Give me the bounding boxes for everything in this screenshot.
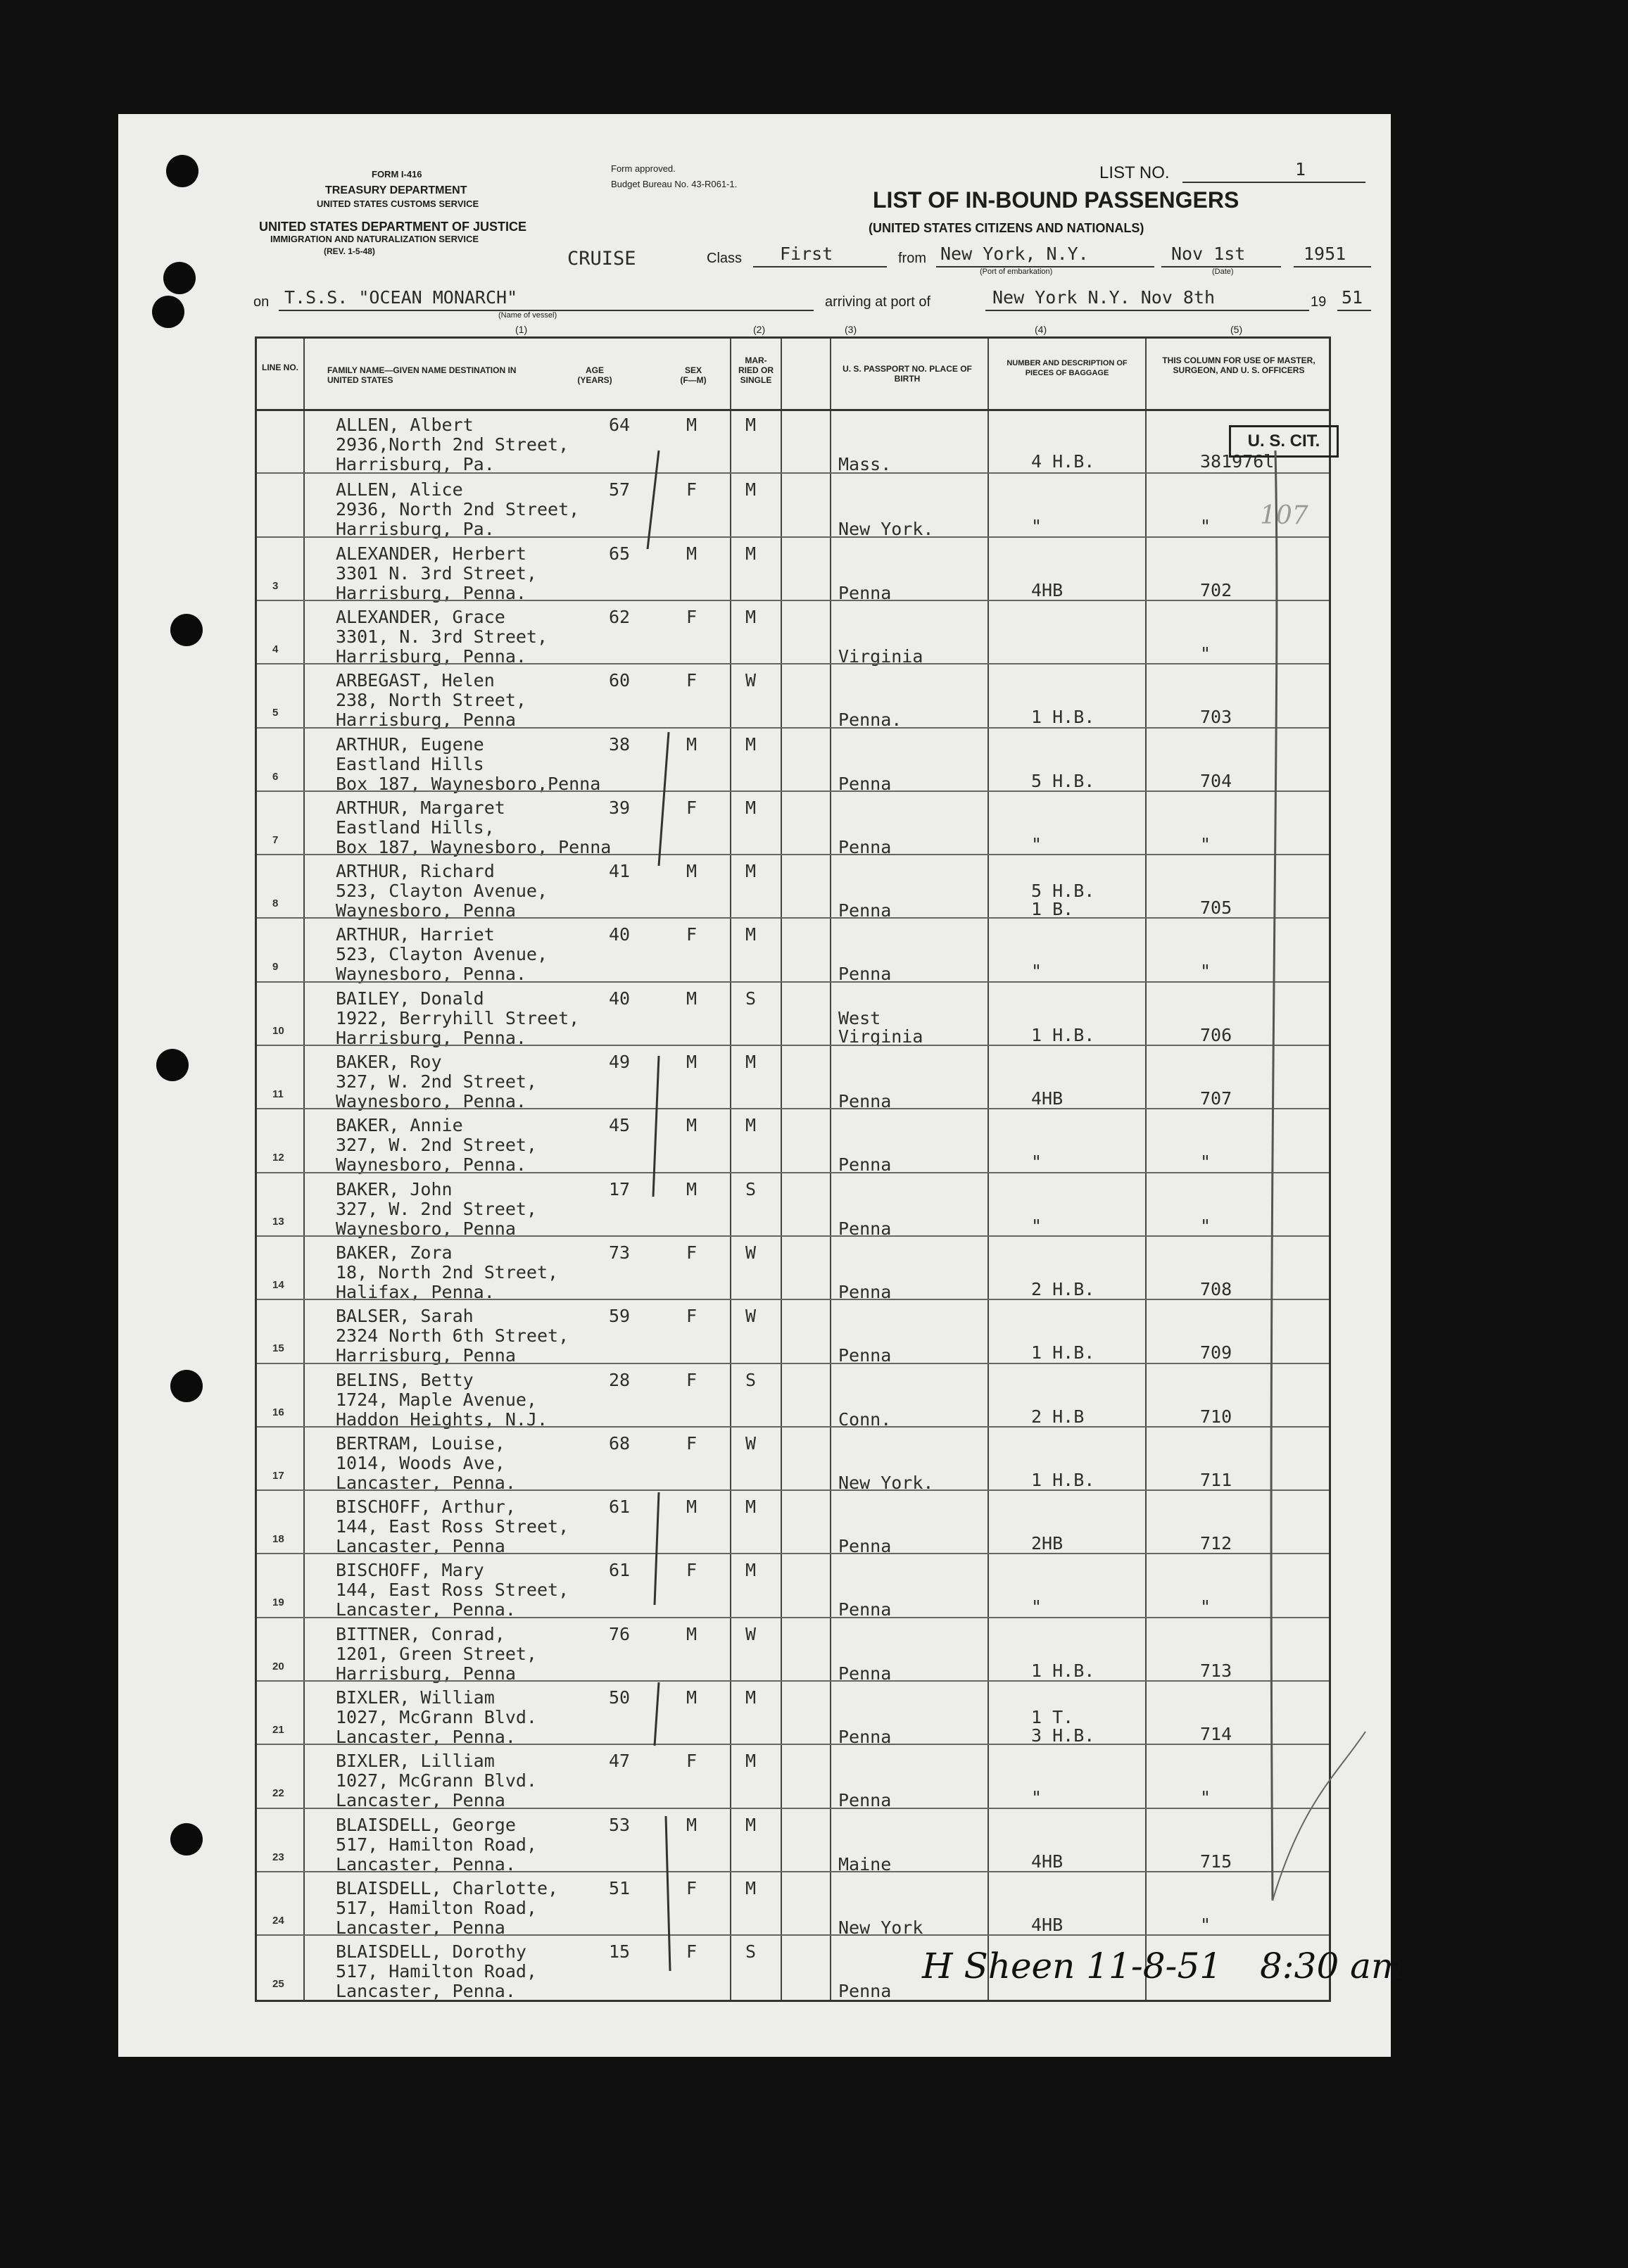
officer-number: " bbox=[1200, 516, 1211, 537]
address-line-2: Haddon Heights, N.J. bbox=[336, 1409, 548, 1430]
sex: F bbox=[686, 924, 698, 945]
us-citizen-stamp: U. S. CIT. bbox=[1229, 425, 1339, 458]
place-of-birth: Maine bbox=[838, 1853, 892, 1875]
sex: M bbox=[686, 1178, 698, 1199]
date-value: Nov 1st bbox=[1171, 244, 1246, 264]
year-value: 1951 bbox=[1304, 244, 1346, 264]
baggage: 4HB bbox=[1031, 1088, 1064, 1109]
line-number: 5 bbox=[272, 707, 279, 719]
place-of-birth: Penna bbox=[838, 1218, 892, 1239]
sex: F bbox=[686, 797, 698, 818]
passenger-name: BLAISDELL, George bbox=[336, 1814, 516, 1835]
place-of-birth: Mass. bbox=[838, 454, 892, 474]
marital-status: M bbox=[745, 606, 757, 627]
margin-number: 107 bbox=[1260, 501, 1308, 530]
address-line-1: 18, North 2nd Street, bbox=[336, 1261, 559, 1283]
page-title: LIST OF IN-BOUND PASSENGERS bbox=[873, 187, 1239, 213]
address-line-1: 2936, North 2nd Street, bbox=[336, 499, 580, 520]
passenger-name: BERTRAM, Louise, bbox=[336, 1432, 505, 1454]
address-line-1: 327, W. 2nd Street, bbox=[336, 1135, 537, 1156]
passenger-name: ALEXANDER, Herbert bbox=[336, 543, 526, 564]
officer-number: 710 bbox=[1200, 1406, 1232, 1427]
sex: F bbox=[686, 1432, 698, 1454]
colnum-4: (4) bbox=[1035, 324, 1047, 335]
sex: F bbox=[686, 606, 698, 627]
inspector-signature: H Sheen 11-8-51 bbox=[922, 1946, 1223, 1986]
baggage: 5 H.B. bbox=[1031, 770, 1095, 791]
address-line-1: 1922, Berryhill Street, bbox=[336, 1007, 580, 1028]
place-of-birth: Penna bbox=[838, 900, 892, 921]
marital-status: W bbox=[745, 1306, 757, 1327]
officer-number: 713 bbox=[1200, 1660, 1232, 1681]
officer-number: 714 bbox=[1200, 1724, 1232, 1744]
officer-number: 381976l bbox=[1200, 451, 1275, 472]
inspection-time: 8:30 am bbox=[1260, 1946, 1405, 1986]
address-line-1: 517, Hamilton Road, bbox=[336, 1961, 537, 1982]
sex: M bbox=[686, 1814, 698, 1835]
col-header-officers: THIS COLUMN FOR USE OF MASTER, SURGEON, AND U. S. OFFICERS bbox=[1162, 355, 1315, 375]
officer-number: 708 bbox=[1200, 1278, 1232, 1299]
sex: M bbox=[686, 861, 698, 882]
address-line-2: Harrisburg, Penna bbox=[336, 1663, 516, 1684]
place-of-birth: New York. bbox=[838, 1472, 934, 1493]
passenger-name: ARTHUR, Richard bbox=[336, 861, 495, 882]
marital-status: S bbox=[745, 1369, 757, 1390]
arriving-value: New York N.Y. Nov 8th bbox=[992, 287, 1216, 308]
sex: F bbox=[686, 1877, 698, 1898]
officer-number: " bbox=[1200, 1787, 1211, 1808]
baggage: 4HB bbox=[1031, 579, 1064, 600]
officer-number: 707 bbox=[1200, 1088, 1232, 1109]
address-line-1: 327, W. 2nd Street, bbox=[336, 1198, 537, 1219]
sex: M bbox=[686, 1623, 698, 1644]
place-of-birth: Penna bbox=[838, 1663, 892, 1684]
age: 64 bbox=[609, 415, 631, 435]
officer-number: 712 bbox=[1200, 1533, 1232, 1554]
age: 76 bbox=[609, 1623, 631, 1644]
marital-status: M bbox=[745, 1115, 757, 1136]
age: 61 bbox=[609, 1560, 631, 1581]
passenger-name: ALLEN, Alice bbox=[336, 479, 463, 500]
sex: F bbox=[686, 479, 698, 500]
passenger-name: ARTHUR, Harriet bbox=[336, 924, 495, 945]
officer-number: " bbox=[1200, 1152, 1211, 1173]
from-label: from bbox=[898, 251, 926, 266]
marital-status: M bbox=[745, 1814, 757, 1835]
address-line-2: Waynesboro, Penna. bbox=[336, 1154, 526, 1176]
address-line-1: 517, Hamilton Road, bbox=[336, 1834, 537, 1855]
passenger-name: BIXLER, Lilliam bbox=[336, 1751, 495, 1772]
address-line-1: 1724, Maple Avenue, bbox=[336, 1389, 537, 1410]
officer-number: 709 bbox=[1200, 1342, 1232, 1363]
baggage: 5 H.B. bbox=[1031, 881, 1095, 902]
marital-status: W bbox=[745, 1623, 757, 1644]
col-header-passport: U. S. PASSPORT NO. PLACE OF BIRTH bbox=[843, 364, 972, 384]
address-line-1: 144, East Ross Street, bbox=[336, 1580, 569, 1601]
officer-number: 704 bbox=[1200, 770, 1232, 791]
sex: F bbox=[686, 1941, 698, 1963]
marital-status: M bbox=[745, 1877, 757, 1898]
baggage: 1 T. bbox=[1031, 1707, 1074, 1727]
address-line-2: Box 187, Waynesboro, Penna bbox=[336, 836, 612, 857]
address-line-1: 3301, N. 3rd Street, bbox=[336, 626, 548, 647]
sex: F bbox=[686, 1306, 698, 1327]
address-line-2: Harrisburg, Penna bbox=[336, 710, 516, 731]
passenger-name: ARTHUR, Margaret bbox=[336, 797, 505, 818]
passenger-name: ALEXANDER, Grace bbox=[336, 606, 505, 627]
vessel-caption: (Name of vessel) bbox=[498, 311, 557, 320]
marital-status: W bbox=[745, 1242, 757, 1263]
marital-status: M bbox=[745, 797, 757, 818]
sex: M bbox=[686, 415, 698, 435]
place-of-birth: Penna bbox=[838, 1727, 892, 1747]
address-line-2: Lancaster, Penna. bbox=[336, 1472, 516, 1493]
address-line-2: Lancaster, Penna bbox=[336, 1790, 505, 1811]
place-of-birth: Penna bbox=[838, 1091, 892, 1111]
baggage: 2HB bbox=[1031, 1533, 1064, 1554]
address-line-1: Eastland Hills bbox=[336, 753, 484, 774]
address-line-2: Waynesboro, Penna bbox=[336, 900, 516, 921]
line-number: 6 bbox=[272, 770, 279, 783]
place-of-birth: West bbox=[838, 1007, 881, 1028]
address-line-1: Eastland Hills, bbox=[336, 817, 495, 838]
address-line-1: 1027, McGrann Blvd. bbox=[336, 1707, 537, 1727]
address-line-1: 523, Clayton Avenue, bbox=[336, 944, 548, 965]
passenger-name: BISCHOFF, Arthur, bbox=[336, 1497, 516, 1518]
address-line-2: Box 187, Waynesboro,Penna bbox=[336, 773, 601, 794]
line-number: 12 bbox=[272, 1152, 284, 1164]
place-of-birth: Penna bbox=[838, 582, 892, 603]
baggage: " bbox=[1031, 516, 1042, 537]
marital-status: M bbox=[745, 543, 757, 564]
place-of-birth: New York bbox=[838, 1917, 923, 1938]
baggage: " bbox=[1031, 1152, 1042, 1173]
passenger-name: BISCHOFF, Mary bbox=[336, 1560, 484, 1581]
line-number: 15 bbox=[272, 1342, 284, 1355]
passenger-name: BLAISDELL, Dorothy bbox=[336, 1941, 526, 1963]
sex: M bbox=[686, 1497, 698, 1518]
line-number: 18 bbox=[272, 1533, 284, 1546]
date-caption: (Date) bbox=[1212, 267, 1234, 276]
sex: M bbox=[686, 1052, 698, 1072]
port-embark-caption: (Port of embarkation) bbox=[980, 267, 1053, 276]
sex: F bbox=[686, 1242, 698, 1263]
address-line-2: Harrisburg, Penna. bbox=[336, 1027, 526, 1048]
address-line-1: 523, Clayton Avenue, bbox=[336, 881, 548, 902]
line-number: 9 bbox=[272, 961, 279, 974]
marital-status: M bbox=[745, 1497, 757, 1518]
address-line-2: Halifax, Penna. bbox=[336, 1281, 495, 1302]
age: 17 bbox=[609, 1178, 631, 1199]
age: 53 bbox=[609, 1814, 631, 1835]
sex: F bbox=[686, 670, 698, 691]
line-number: 17 bbox=[272, 1469, 284, 1482]
line-number: 8 bbox=[272, 897, 279, 910]
officer-number: " bbox=[1200, 961, 1211, 982]
place-of-birth: Penna bbox=[838, 1154, 892, 1176]
baggage-line-2: 1 B. bbox=[1031, 899, 1074, 920]
address-line-1: 2936,North 2nd Street, bbox=[336, 434, 569, 455]
line-number: 10 bbox=[272, 1024, 284, 1037]
officer-number: " bbox=[1200, 1914, 1211, 1935]
passenger-name: ARBEGAST, Helen bbox=[336, 670, 495, 691]
line-number: 7 bbox=[272, 833, 279, 846]
address-line-2: Waynesboro, Penna. bbox=[336, 1091, 526, 1111]
age: 73 bbox=[609, 1242, 631, 1263]
line-number: 16 bbox=[272, 1406, 284, 1418]
officer-number: 702 bbox=[1200, 579, 1232, 600]
baggage: 1 H.B. bbox=[1031, 707, 1095, 728]
sex: M bbox=[686, 1115, 698, 1136]
marital-status: M bbox=[745, 415, 757, 435]
address-line-1: 3301 N. 3rd Street, bbox=[336, 562, 537, 584]
marital-status: M bbox=[745, 1052, 757, 1072]
class-value: First bbox=[780, 244, 833, 264]
arriving-label: arriving at port of bbox=[825, 294, 931, 310]
age: 50 bbox=[609, 1687, 631, 1708]
passenger-name: ARTHUR, Eugene bbox=[336, 733, 484, 755]
sex: F bbox=[686, 1560, 698, 1581]
colnum-2: (2) bbox=[753, 324, 766, 335]
age: 47 bbox=[609, 1751, 631, 1772]
line-number: 14 bbox=[272, 1278, 284, 1291]
marital-status: M bbox=[745, 861, 757, 882]
marital-status: S bbox=[745, 1178, 757, 1199]
marital-status: M bbox=[745, 924, 757, 945]
baggage: " bbox=[1031, 1787, 1042, 1808]
age: 62 bbox=[609, 606, 631, 627]
sex: M bbox=[686, 1687, 698, 1708]
justice-dept-line-1: UNITED STATES DEPARTMENT OF JUSTICE bbox=[259, 220, 527, 234]
list-no-value: 1 bbox=[1295, 159, 1306, 179]
age: 49 bbox=[609, 1052, 631, 1072]
col-header-line: LINE NO. bbox=[261, 363, 298, 372]
sex: F bbox=[686, 1369, 698, 1390]
place-of-birth: Penna bbox=[838, 1345, 892, 1366]
place-of-birth: Penna bbox=[838, 836, 892, 857]
baggage: " bbox=[1031, 833, 1042, 855]
passenger-name: ALLEN, Albert bbox=[336, 415, 474, 435]
place-of-birth: Penna bbox=[838, 773, 892, 794]
age: 60 bbox=[609, 670, 631, 691]
marital-status: M bbox=[745, 733, 757, 755]
line-number: 22 bbox=[272, 1787, 284, 1800]
passenger-name: BLAISDELL, Charlotte, bbox=[336, 1877, 559, 1898]
place-of-birth: New York. bbox=[838, 519, 934, 540]
list-no-label: LIST NO. bbox=[1099, 163, 1170, 182]
address-line-2: Harrisburg, Penna. bbox=[336, 582, 526, 603]
col-header-married: MAR- RIED OR SINGLE bbox=[738, 355, 774, 385]
form-agency-line-2: TREASURY DEPARTMENT bbox=[325, 184, 467, 196]
place-of-birth-line-2: Virginia bbox=[838, 1026, 923, 1047]
line-number: 25 bbox=[272, 1978, 284, 1991]
col-header-baggage: NUMBER AND DESCRIPTION OF PIECES OF BAGGAGE bbox=[1007, 359, 1128, 377]
arriving-year-prefix: 19 bbox=[1311, 294, 1327, 310]
marital-status: W bbox=[745, 670, 757, 691]
line-number: 4 bbox=[272, 643, 279, 655]
age: 38 bbox=[609, 733, 631, 755]
passenger-name: BAKER, Zora bbox=[336, 1242, 453, 1263]
address-line-1: 1201, Green Street, bbox=[336, 1643, 537, 1664]
officer-number: 711 bbox=[1200, 1469, 1232, 1490]
from-value: New York, N.Y. bbox=[940, 244, 1089, 264]
baggage: 1 H.B. bbox=[1031, 1342, 1095, 1363]
age: 57 bbox=[609, 479, 631, 500]
col-header-name: FAMILY NAME—GIVEN NAME DESTINATION IN UNITED STATES bbox=[327, 365, 517, 385]
address-line-2: Harrisburg, Pa. bbox=[336, 454, 495, 474]
budget-bureau: Budget Bureau No. 43-R061-1. bbox=[611, 179, 738, 189]
age: 51 bbox=[609, 1877, 631, 1898]
sex: M bbox=[686, 543, 698, 564]
arriving-year: 51 bbox=[1342, 287, 1363, 308]
line-number: 21 bbox=[272, 1724, 284, 1736]
passenger-name: BAKER, John bbox=[336, 1178, 453, 1199]
baggage: 4 H.B. bbox=[1031, 451, 1095, 472]
age: 39 bbox=[609, 797, 631, 818]
age: 41 bbox=[609, 861, 631, 882]
justice-dept-line-3: (REV. 1-5-48) bbox=[324, 246, 375, 256]
colnum-3: (3) bbox=[845, 324, 857, 335]
passenger-name: BAILEY, Donald bbox=[336, 988, 484, 1009]
form-agency-line-1: FORM I-416 bbox=[372, 169, 422, 179]
marital-status: M bbox=[745, 479, 757, 500]
line-number: 24 bbox=[272, 1914, 284, 1927]
sex: F bbox=[686, 1751, 698, 1772]
address-line-1: 1027, McGrann Blvd. bbox=[336, 1770, 537, 1791]
baggage: 2 H.B bbox=[1031, 1406, 1085, 1427]
line-number: 19 bbox=[272, 1596, 284, 1609]
address-line-1: 517, Hamilton Road, bbox=[336, 1897, 537, 1918]
marital-status: M bbox=[745, 1751, 757, 1772]
age: 15 bbox=[609, 1941, 631, 1963]
officer-number: 703 bbox=[1200, 707, 1232, 728]
address-line-2: Lancaster, Penna. bbox=[336, 1981, 516, 2002]
passenger-name: BELINS, Betty bbox=[336, 1369, 474, 1390]
baggage: 1 H.B. bbox=[1031, 1024, 1095, 1045]
marital-status: M bbox=[745, 1687, 757, 1708]
place-of-birth: Conn. bbox=[838, 1409, 892, 1430]
address-line-2: Lancaster, Penna. bbox=[336, 1599, 516, 1620]
address-line-2: Lancaster, Penna. bbox=[336, 1727, 516, 1747]
baggage-line-2: 3 H.B. bbox=[1031, 1725, 1095, 1746]
line-number: 11 bbox=[272, 1088, 284, 1100]
address-line-1: 1014, Woods Ave, bbox=[336, 1452, 505, 1473]
place-of-birth: Penna bbox=[838, 1536, 892, 1557]
age: 40 bbox=[609, 924, 631, 945]
form-agency-line-3: UNITED STATES CUSTOMS SERVICE bbox=[317, 199, 479, 209]
age: 45 bbox=[609, 1115, 631, 1136]
age: 28 bbox=[609, 1369, 631, 1390]
address-line-2: Lancaster, Penna bbox=[336, 1917, 505, 1938]
vessel-name: T.S.S. "OCEAN MONARCH" bbox=[284, 287, 518, 308]
sex: M bbox=[686, 988, 698, 1009]
passenger-name: BITTNER, Conrad, bbox=[336, 1623, 505, 1644]
page-subtitle: (UNITED STATES CITIZENS AND NATIONALS) bbox=[869, 221, 1144, 235]
place-of-birth: Virginia bbox=[838, 645, 923, 667]
officer-number: " bbox=[1200, 1596, 1211, 1618]
age: 59 bbox=[609, 1306, 631, 1327]
sex: M bbox=[686, 733, 698, 755]
line-number: 3 bbox=[272, 579, 279, 592]
age: 61 bbox=[609, 1497, 631, 1518]
passenger-name: BIXLER, William bbox=[336, 1687, 495, 1708]
officer-number: " bbox=[1200, 1215, 1211, 1236]
marital-status: W bbox=[745, 1432, 757, 1454]
address-line-1: 2324 North 6th Street, bbox=[336, 1325, 569, 1347]
passenger-name: BAKER, Annie bbox=[336, 1115, 463, 1136]
baggage: " bbox=[1031, 1596, 1042, 1618]
line-number: 20 bbox=[272, 1660, 284, 1672]
place-of-birth: Penna bbox=[838, 1981, 892, 2002]
place-of-birth: Penna bbox=[838, 1281, 892, 1302]
baggage: 2 H.B. bbox=[1031, 1278, 1095, 1299]
baggage: " bbox=[1031, 961, 1042, 982]
col-header-age: AGE (YEARS) bbox=[577, 365, 612, 385]
officer-number: 715 bbox=[1200, 1851, 1232, 1872]
address-line-1: 327, W. 2nd Street, bbox=[336, 1071, 537, 1092]
baggage: 4HB bbox=[1031, 1914, 1064, 1935]
address-line-2: Lancaster, Penna. bbox=[336, 1853, 516, 1875]
place-of-birth: Penna. bbox=[838, 710, 902, 731]
address-line-2: Harrisburg, Penna bbox=[336, 1345, 516, 1366]
age: 65 bbox=[609, 543, 631, 564]
age: 68 bbox=[609, 1432, 631, 1454]
address-line-2: Waynesboro, Penna bbox=[336, 1218, 516, 1239]
on-label: on bbox=[253, 294, 270, 310]
marital-status: M bbox=[745, 1560, 757, 1581]
marital-status: S bbox=[745, 988, 757, 1009]
colnum-5: (5) bbox=[1230, 324, 1243, 335]
cruise-label: CRUISE bbox=[567, 248, 636, 270]
place-of-birth: Penna bbox=[838, 1599, 892, 1620]
line-number: 13 bbox=[272, 1215, 284, 1228]
address-line-2: Lancaster, Penna bbox=[336, 1536, 505, 1557]
address-line-1: 238, North Street, bbox=[336, 690, 526, 711]
place-of-birth: Penna bbox=[838, 964, 892, 985]
officer-number: 706 bbox=[1200, 1024, 1232, 1045]
colnum-1: (1) bbox=[515, 324, 528, 335]
address-line-1: 144, East Ross Street, bbox=[336, 1516, 569, 1537]
officer-number: " bbox=[1200, 643, 1211, 664]
col-header-sex: SEX (F—M) bbox=[680, 365, 707, 385]
passenger-name: BAKER, Roy bbox=[336, 1052, 442, 1072]
passenger-name: BALSER, Sarah bbox=[336, 1306, 474, 1327]
address-line-2: Harrisburg, Pa. bbox=[336, 519, 495, 540]
baggage: " bbox=[1031, 1215, 1042, 1236]
class-label: Class bbox=[707, 251, 743, 266]
officer-number: " bbox=[1200, 833, 1211, 855]
justice-dept-line-2: IMMIGRATION AND NATURALIZATION SERVICE bbox=[270, 234, 479, 244]
baggage: 1 H.B. bbox=[1031, 1660, 1095, 1681]
address-line-2: Waynesboro, Penna. bbox=[336, 964, 526, 985]
address-line-2: Harrisburg, Penna. bbox=[336, 645, 526, 667]
line-number: 23 bbox=[272, 1851, 284, 1863]
marital-status: S bbox=[745, 1941, 757, 1963]
age: 40 bbox=[609, 988, 631, 1009]
officer-number: 705 bbox=[1200, 897, 1232, 919]
place-of-birth: Penna bbox=[838, 1790, 892, 1811]
baggage: 4HB bbox=[1031, 1851, 1064, 1872]
form-approved: Form approved. bbox=[611, 163, 676, 174]
baggage: 1 H.B. bbox=[1031, 1469, 1095, 1490]
